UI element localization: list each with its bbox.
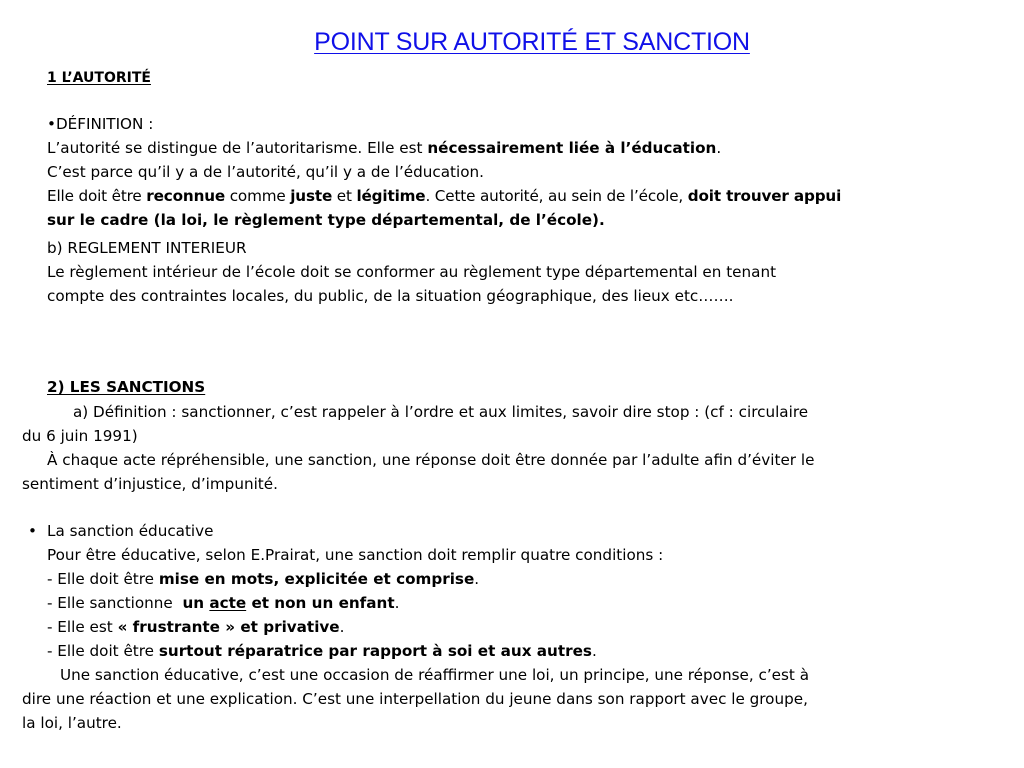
- educative-heading: La sanction éducative: [47, 522, 214, 540]
- text-run: .: [339, 618, 345, 636]
- conditions-intro: Pour être éducative, selon E.Prairat, une sanction doit remplir quatre conditions :: [47, 546, 664, 564]
- text-run: .: [591, 642, 597, 660]
- authority-paragraph-3: [47, 186, 841, 206]
- text-run: .: [394, 594, 400, 612]
- condition-4: [47, 641, 597, 661]
- condition-1: [47, 569, 479, 589]
- authority-paragraph-2: C’est parce qu’il y a de l’autorité, qu’il y a de l’éducation.: [47, 163, 484, 181]
- text-run: et: [332, 187, 357, 205]
- acte-line-2: sentiment d’injustice, d’impunité.: [22, 475, 278, 493]
- definition-line-1: a) Définition : sanctionner, c’est rappeler à l’ordre et aux limites, savoir dire stop : (cf : circulaire: [73, 403, 809, 421]
- text-run: - Elle sanctionne: [47, 594, 183, 612]
- text-run: - Elle doit être: [47, 570, 159, 588]
- emphasis-underlined-text: acte: [209, 594, 247, 612]
- text-run: .: [716, 139, 722, 157]
- emphasis-text: doit trouver appui: [687, 187, 842, 205]
- text-run: . Cette autorité, au sein de l’école,: [425, 187, 688, 205]
- section1-heading: 1 L’AUTORITÉ: [47, 70, 151, 86]
- definition-line-2: du 6 juin 1991): [22, 427, 138, 445]
- reglement-heading: b) REGLEMENT INTERIEUR: [47, 239, 247, 257]
- authority-paragraph-3-cont: sur le cadre (la loi, le règlement type départemental, de l’école).: [47, 211, 605, 229]
- emphasis-text: nécessairement liée à l’éducation: [427, 139, 717, 157]
- acte-line-1: À chaque acte répréhensible, une sanction, une réponse doit être donnée par l’adulte afin d’éviter le: [47, 451, 815, 469]
- definition-label: •DÉFINITION :: [47, 115, 154, 133]
- conclusion-line-2: dire une réaction et une explication. C’est une interpellation du jeune dans son rapport avec le groupe,: [22, 690, 808, 708]
- emphasis-text: légitime: [356, 187, 426, 205]
- emphasis-text: « frustrante » et privative: [117, 618, 340, 636]
- page-title-text: POINT SUR AUTORITÉ ET SANCTION: [314, 28, 750, 56]
- emphasis-text: et non un enfant: [246, 594, 395, 612]
- bullet-icon: •: [28, 522, 37, 540]
- text-run: L’autorité se distingue de l’autoritarisme. Elle est: [47, 139, 428, 157]
- text-run: .: [474, 570, 480, 588]
- emphasis-text: juste: [290, 187, 333, 205]
- authority-paragraph-1: [47, 138, 721, 158]
- emphasis-text: un: [182, 594, 210, 612]
- reglement-line-1: Le règlement intérieur de l’école doit se conformer au règlement type départemental en tenant: [47, 263, 777, 281]
- condition-3: [47, 617, 344, 637]
- condition-2: [47, 593, 399, 613]
- reglement-line-2: compte des contraintes locales, du public, de la situation géographique, des lieux etc…….: [47, 287, 734, 305]
- text-run: comme: [225, 187, 291, 205]
- section2-heading: 2) LES SANCTIONS: [47, 378, 206, 396]
- emphasis-text: surtout réparatrice par rapport à soi et aux autres: [158, 642, 592, 660]
- conclusion-line-1: Une sanction éducative, c’est une occasion de réaffirmer une loi, un principe, une réponse, c’est à: [60, 666, 810, 684]
- conclusion-line-3: la loi, l’autre.: [22, 714, 122, 732]
- emphasis-text: reconnue: [146, 187, 226, 205]
- text-run: - Elle est: [47, 618, 118, 636]
- page-title: [20, 28, 1024, 57]
- text-run: Elle doit être: [47, 187, 147, 205]
- text-run: - Elle doit être: [47, 642, 159, 660]
- emphasis-text: mise en mots, explicitée et comprise: [158, 570, 475, 588]
